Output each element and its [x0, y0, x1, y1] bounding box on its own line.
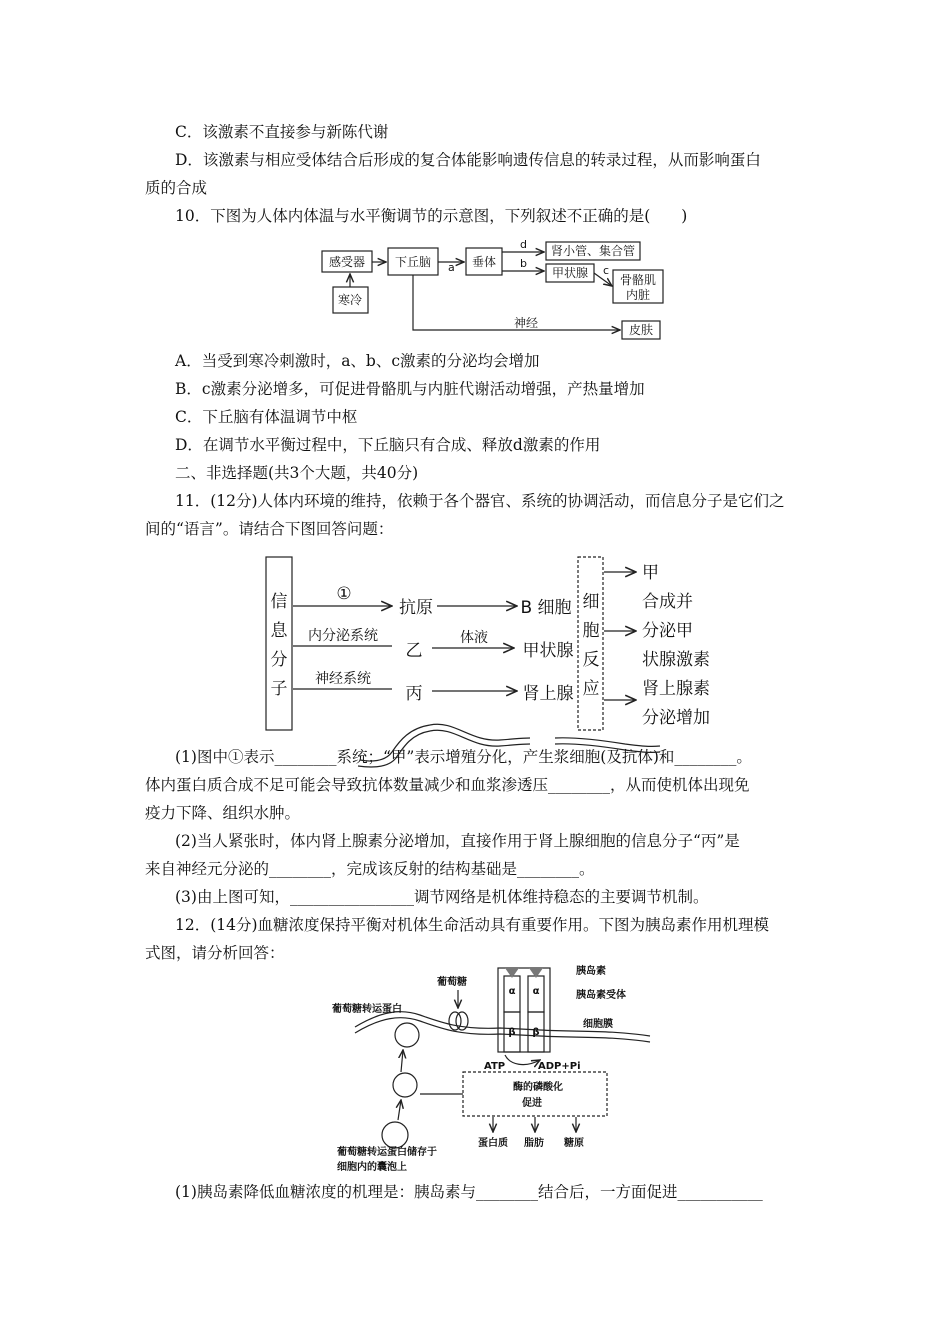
output-line-4: 状腺激素: [642, 650, 710, 670]
output-line-5: 肾上腺素: [642, 679, 710, 699]
output-line-2: 合成并: [642, 592, 693, 612]
option-10c: C．下丘脑有体温调节中枢: [175, 408, 358, 426]
info-char-4: 子: [270, 679, 288, 699]
question-11-cont: 间的“语言”。请结合下图回答问题：: [145, 520, 394, 538]
atp-label: ATP: [484, 1061, 506, 1072]
q11-part2-cont: 来自神经元分泌的________，完成该反射的结构基础是________。: [145, 860, 595, 878]
enzyme-box: [463, 1072, 607, 1116]
vesicle-top: [395, 1023, 419, 1047]
output-jia: 甲: [642, 563, 659, 583]
storage-label-1: 葡萄糖转运蛋白储存于: [337, 1147, 437, 1158]
question-12-cont: 式图，请分析回答：: [145, 944, 285, 962]
q11-part3: (3)由上图可知，________________调节网络是机体维持稳态的主要调节机制。: [175, 888, 709, 906]
thyroid-label: 甲状腺: [551, 266, 589, 280]
beta-right: β: [532, 1027, 540, 1038]
nervous-label: 神经系统: [315, 671, 371, 687]
vesicle-bottom: [382, 1122, 408, 1148]
skin-label: 皮肤: [628, 323, 654, 337]
option-c: C．该激素不直接参与新陈代谢: [175, 123, 389, 141]
question-10: 10．下图为人体内体温与水平衡调节的示意图，下列叙述不正确的是( ): [175, 207, 688, 225]
q11-part2: (2)当人紧张时，体内肾上腺素分泌增加，直接作用于肾上腺细胞的信息分子“丙”是: [175, 832, 740, 850]
q11-part1-cont2: 疫力下降、组织水肿。: [145, 804, 301, 822]
cold-label: 寒冷: [337, 293, 363, 307]
protein-label: 蛋白质: [478, 1138, 508, 1149]
reaction-char-4: 应: [582, 679, 600, 699]
option-d: D．该激素与相应受体结合后形成的复合体能影响遗传信息的转录过程，从而影响蛋白: [175, 151, 761, 169]
q11-part1: (1)图中①表示________系统；“甲”表示增殖分化，产生浆细胞(及抗体)和________。: [175, 748, 752, 766]
hormone-b: b: [520, 257, 527, 270]
output-line-6: 分泌增加: [642, 708, 710, 728]
option-d-cont: 质的合成: [145, 179, 208, 197]
q11-part1-cont: 体内蛋白质合成不足可能会导致抗体数量减少和血浆渗透压________，从而使机体出现免: [145, 776, 750, 794]
reaction-char-2: 胞: [582, 621, 600, 641]
hormone-c: c: [603, 264, 610, 277]
reaction-char-3: 反: [582, 650, 600, 670]
fat-label: 脂肪: [524, 1138, 544, 1149]
receptor-label: 感受器: [328, 255, 366, 269]
muscle-label-1: 骨骼肌: [619, 273, 657, 287]
info-char-2: 息: [270, 621, 288, 641]
bcell-label: B 细胞: [520, 598, 572, 618]
question-11: 11．(12分)人体内环境的维持，依赖于各个器官、系统的协调活动，而信息分子是它们之: [175, 492, 785, 510]
kidney-label: 肾小管、集合管: [550, 244, 636, 258]
circle-one: ①: [336, 584, 352, 604]
transporter-label: 葡萄糖转运蛋白: [332, 1004, 402, 1015]
muscle-label-2: 内脏: [625, 288, 651, 302]
option-10d: D．在调节水平衡过程中，下丘脑只有合成、释放d激素的作用: [175, 436, 601, 454]
adrenal-label: 肾上腺: [522, 684, 574, 704]
nerve-label: 神经: [513, 316, 539, 330]
enzyme-label: 酶的磷酸化: [513, 1082, 563, 1093]
alpha-right: α: [532, 986, 540, 997]
q12-part1: (1)胰岛素降低血糖浓度的机理是：胰岛素与________结合后，一方面促进___________: [175, 1183, 763, 1201]
beta-left: β: [508, 1027, 516, 1038]
hormone-a: a: [448, 261, 455, 274]
insulin-label: 胰岛素: [576, 966, 606, 977]
bing-label: 丙: [405, 684, 423, 704]
hypothalamus-label: 下丘脑: [394, 255, 432, 269]
question-12: 12．(14分)血糖浓度保持平衡对机体生命活动具有重要作用。下图为胰岛素作用机理模: [175, 916, 770, 934]
promote-label: 促进: [522, 1098, 542, 1109]
reaction-char-1: 细: [582, 592, 600, 612]
yi-label: 乙: [405, 641, 423, 661]
pituitary-label: 垂体: [471, 255, 497, 269]
vesicle-middle: [393, 1073, 417, 1097]
receptor-label: 胰岛素受体: [576, 990, 626, 1001]
antigen-label: 抗原: [399, 598, 433, 618]
adp-label: ADP+Pi: [538, 1061, 581, 1072]
glucose-label: 葡萄糖: [437, 977, 467, 988]
info-char-3: 分: [270, 650, 288, 670]
endocrine-label: 内分泌系统: [308, 628, 378, 644]
humor-label: 体液: [460, 630, 488, 646]
membrane-label: 细胞膜: [583, 1019, 613, 1030]
section-heading: 二、非选择题(共3个大题，共40分): [175, 464, 419, 482]
info-char-1: 信: [270, 592, 288, 612]
option-10a: A．当受到寒冷刺激时，a、b、c激素的分泌均会增加: [175, 352, 540, 370]
output-line-3: 分泌甲: [642, 621, 693, 641]
hormone-d: d: [520, 238, 527, 251]
option-10b: B．c激素分泌增多，可促进骨骼肌与内脏代谢活动增强，产热量增加: [175, 380, 645, 398]
alpha-left: α: [508, 986, 516, 997]
glycogen-label: 糖原: [564, 1138, 584, 1149]
storage-label-2: 细胞内的囊泡上: [337, 1162, 407, 1173]
thyroid-gland-label: 甲状腺: [522, 641, 574, 661]
